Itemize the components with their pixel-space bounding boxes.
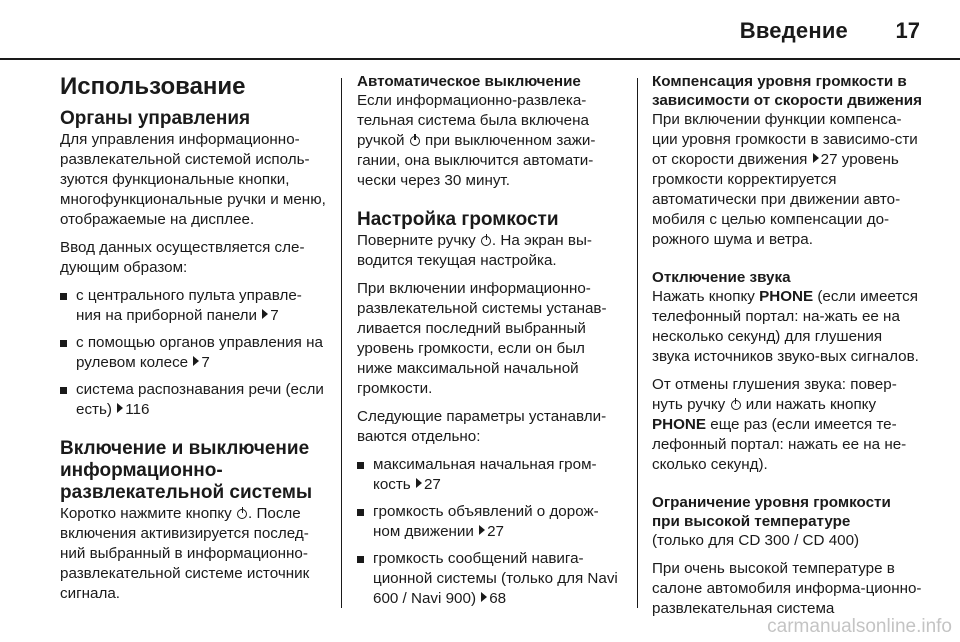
page-ref-link[interactable]: 7: [201, 354, 210, 371]
page-reference-arrow-icon: [416, 478, 422, 488]
volume-heading: Настройка громкости: [357, 209, 559, 230]
power-knob-icon: [731, 398, 741, 410]
power-knob-icon: [481, 234, 491, 246]
phone-key-label: PHONE: [759, 288, 814, 305]
header-rule: [0, 58, 960, 60]
page-reference-arrow-icon: [262, 309, 268, 319]
autooff-text: Если информационно-развлека-тельная система была включена ручкой при выключенном зажи-гании, она выключится автомати-чески через 30 минут.: [357, 92, 596, 189]
list-item: громкость сообщений навига-ционной системы (только для Navi 600 / Navi 900) 68: [357, 549, 623, 609]
section-title: Использование: [60, 73, 246, 100]
list-item: с помощью органов управления на рулевом колесе 7: [60, 333, 326, 373]
page-ref-link[interactable]: 27: [423, 476, 441, 493]
page-ref-link[interactable]: 27: [487, 523, 505, 540]
temp-text-2: При очень высокой температуре в салоне автомобиля информа-ционно-развлекательная система: [652, 560, 922, 617]
column-divider-2: [637, 78, 638, 608]
unmute-text: От отмены глушения звука: повер-нуть ручку или нажать кнопку PHONE еще раз (если имеется те-лефонный портал: нажать ее на не-сколько секунд).: [652, 376, 907, 473]
speed-text: При включении функции компенса-ции уровня громкости в зависимо-сти от скорости движения 27 уровень громкости корректируется автоматически при движении авто-мобиля с целью компенсации до-рожного шума и ветра.: [652, 111, 918, 248]
page-reference-arrow-icon: [117, 403, 123, 413]
column-divider-1: [341, 78, 342, 608]
column-2: [357, 72, 623, 617]
watermark: carmanualsonline.info: [767, 616, 952, 637]
page-reference-arrow-icon: [481, 592, 487, 602]
temp-heading: Ограничение уровня громкости при высокой температуре: [652, 494, 891, 530]
list-item: с центрального пульта управле-ния на приборной панели 7: [60, 286, 326, 326]
page-ref-link[interactable]: 27: [820, 151, 838, 168]
power-knob-icon: [410, 134, 420, 146]
volume-list: [357, 455, 623, 609]
mute-heading: Отключение звука: [652, 269, 791, 286]
input-list: [60, 286, 326, 420]
speed-heading: Компенсация уровня громкости в зависимости от скорости движения: [652, 73, 922, 109]
page-ref-link[interactable]: 68: [489, 590, 507, 607]
autooff-heading: Автоматическое выключение: [357, 73, 581, 90]
power-knob-icon: [237, 507, 247, 519]
page-reference-arrow-icon: [813, 153, 819, 163]
page-header: [0, 0, 960, 58]
page-ref-link[interactable]: 116: [125, 401, 150, 418]
volume-text-2: При включении информационно-развлекательной системы устанав-ливается последний выбранный уровень громкости, если он был ниже максимальной начальной громкости.: [357, 280, 607, 397]
input-text: Ввод данных осуществляется сле-дующим образом:: [60, 239, 305, 276]
mute-text: Нажать кнопку PHONE (если имеется телефонный портал: на-жать ее на несколько секунд) для глушения звука источников звуко-вых сигналов.: [652, 288, 919, 365]
controls-heading: Органы управления: [60, 108, 251, 129]
page-reference-arrow-icon: [193, 356, 199, 366]
volume-text: Поверните ручку . На экран вы-водится текущая настройка.: [357, 232, 592, 269]
running-title: Введение: [739, 18, 848, 43]
onoff-text: Коротко нажмите кнопку . После включения активизируется послед-ний выбранный в информационно-развлекательной системе источник сигнала.: [60, 505, 310, 602]
column-3: [652, 72, 922, 627]
column-1: [60, 72, 326, 612]
phone-key-label: PHONE: [652, 416, 707, 433]
volume-text-3: Следующие параметры устанавли-ваются отдельно:: [357, 408, 607, 445]
onoff-heading: Включение и выключение информационно-развлекательной системы: [60, 438, 313, 503]
page-reference-arrow-icon: [479, 525, 485, 535]
page-ref-link[interactable]: 7: [270, 307, 279, 324]
page-number: 17: [895, 18, 920, 43]
list-item: максимальная начальная гром-кость 27: [357, 455, 623, 495]
list-item: система распознавания речи (если есть) 116: [60, 380, 326, 420]
temp-text-1: (только для CD 300 / CD 400): [652, 532, 860, 549]
list-item: громкость объявлений о дорож-ном движении 27: [357, 502, 623, 542]
controls-text: Для управления информационно-развлекательной системой исполь-зуются функциональные кнопки, многофункциональные ручки и меню, отображаемые на дисплее.: [60, 131, 326, 228]
